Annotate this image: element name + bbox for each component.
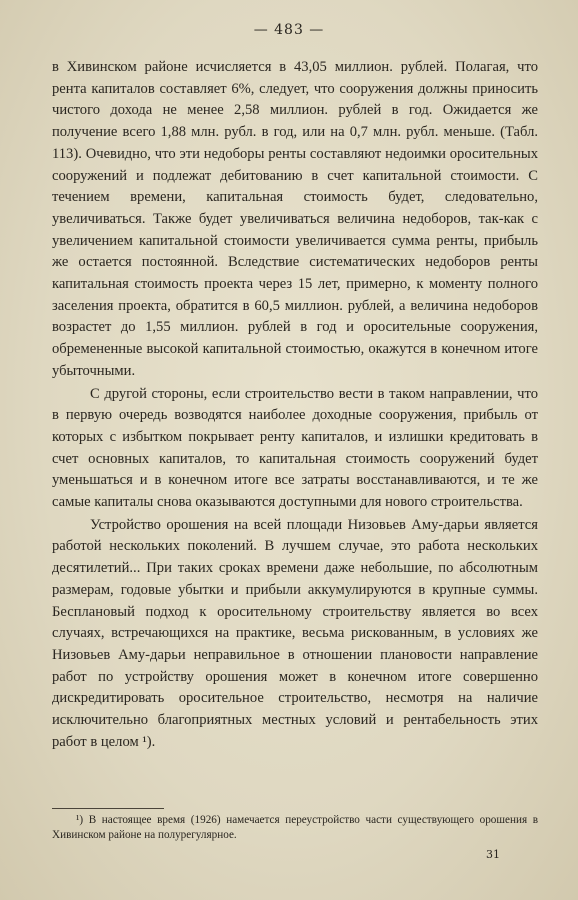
- footnote-divider: [52, 808, 164, 809]
- page-number: — 483 —: [253, 22, 325, 38]
- footnote: ¹) В настоящее время (1926) намечается переустройство части существующего орошения в Хивинском районе на полурегулярное.: [52, 814, 538, 841]
- body-text: [52, 57, 538, 754]
- printer-signature-mark: 31: [486, 848, 500, 861]
- paragraph-2: С другой стороны, если строительство вести в таком направлении, что в первую очередь возводятся наиболее доходные сооружения, прибыль от которых с избытком покрывает ренту капиталов, и излишки кредитовать в счет основных капиталов, то капитальная стоимость сооружений будет уменьшаться и в конечном итоге все затраты восстанавливаются, и те же самые капиталы снова оказываются доступными для нового строительства.: [52, 385, 538, 511]
- paragraph-1: в Хивинском районе исчисляется в 43,05 миллион. рублей. Полагая, что рента капиталов составляет 6%, следует, что сооружения должны приносить чистого дохода не менее 2,58 миллион. рублей в год. Ожидается же получение всего 1,88 млн. рубл. в год, или на 0,7 млн. рубл. меньше. (Табл. 113). Очевидно, что эти недоборы ренты составляют недоимки оросительных сооружений и подлежат дебитованию в счет капитальной стоимости. С течением времени, капитальная стоимость будет, следовательно, увеличиваться. Также будет увеличиваться величина недоборов, так-как с увеличением капитальной стоимости увеличивается сумма ренты, прибыль же остается постоянной. Вследствие систематических недоборов ренты капитальная стоимость проекта через 15 лет, примерно, к моменту полного заселения проекта, обратится в 60,5 миллион. рублей, а величина недоборов возрастет до 1,55 миллион. рублей в год и оросительные сооружения, обремененные высокой капитальной стоимостью, окажутся в конечном итоге убыточными.: [52, 59, 538, 379]
- paragraph-3: Устройство орошения на всей площади Низовьев Аму-дарьи является работой нескольких поколений. В лучшем случае, это работа нескольких десятилетий... При таких сроках времени даже небольшие, по абсолютным размерам, годовые убытки и прибыли аккумулируются в крупные суммы. Бесплановый подход к оросительному строительству является во всех случаях, встречающихся на практике, весьма рискованным, в условиях же Низовьев Аму-дарьи неправильное в отношении плановости направление работ по устройству орошения может в конечном итоге совершенно дискредитировать оросительное строительство, несмотря на наличие исключительно благоприятных местных условий и рентабельность этих работ в целом ¹).: [52, 516, 538, 750]
